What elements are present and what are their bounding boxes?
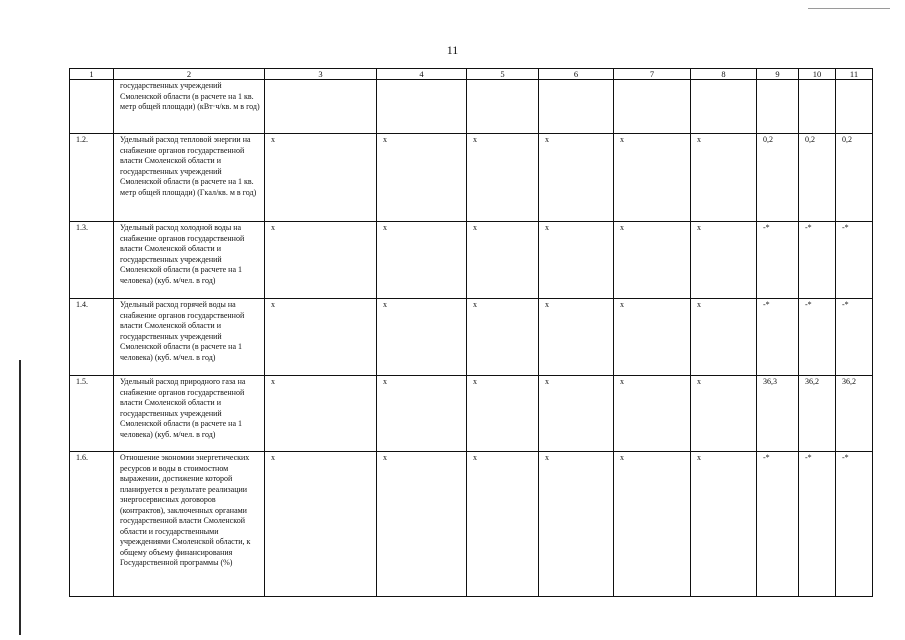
table-cell: x: [377, 299, 467, 376]
table-row: [70, 376, 873, 452]
table-cell: x: [614, 376, 691, 452]
table-row: [70, 299, 873, 376]
table-cell: x: [691, 452, 757, 597]
table-cell: x: [539, 376, 614, 452]
scan-artifact-left-line: [19, 360, 21, 635]
table-cell: x: [691, 222, 757, 299]
value-cell: -*: [836, 222, 873, 299]
header-cell: 3: [265, 69, 377, 80]
indicator-description: Удельный расход природного газа на снабжение органов государственной власти Смоленской области и государственных учреждений Смоленской области (в расчете на 1 человека) (куб. м/чел. в год): [114, 376, 265, 452]
table-cell: x: [467, 376, 539, 452]
table-cell: x: [691, 376, 757, 452]
header-cell: 10: [799, 69, 836, 80]
value-cell: 0,2: [836, 134, 873, 222]
value-cell: -*: [799, 222, 836, 299]
header-cell: 4: [377, 69, 467, 80]
table-cell: x: [691, 134, 757, 222]
value-cell: -*: [799, 452, 836, 597]
table-row: [70, 134, 873, 222]
table-cell: x: [377, 222, 467, 299]
table-cell: x: [377, 452, 467, 597]
table-cell: x: [265, 376, 377, 452]
table-header-row: [70, 69, 873, 80]
indicator-description: Удельный расход холодной воды на снабжение органов государственной власти Смоленской области и государственных учреждений Смоленской области (в расчете на 1 человека) (куб. м/чел. в год): [114, 222, 265, 299]
table-cell: x: [377, 376, 467, 452]
value-cell: -*: [836, 299, 873, 376]
table-cell: x: [539, 299, 614, 376]
table-cell: x: [467, 222, 539, 299]
header-cell: 5: [467, 69, 539, 80]
value-cell: 36,2: [799, 376, 836, 452]
value-cell: 36,3: [757, 376, 799, 452]
table-row: [70, 452, 873, 597]
table-cell: [539, 80, 614, 134]
indicator-description: Удельный расход горячей воды на снабжение органов государственной власти Смоленской области и государственных учреждений Смоленской области (в расчете на 1 человека) (куб. м/чел. в год): [114, 299, 265, 376]
value-cell: -*: [799, 299, 836, 376]
row-number: 1.6.: [70, 452, 114, 597]
value-cell: 0,2: [799, 134, 836, 222]
table-cell: x: [691, 299, 757, 376]
value-cell: [757, 80, 799, 134]
value-cell: [799, 80, 836, 134]
value-cell: [836, 80, 873, 134]
table-cell: x: [265, 299, 377, 376]
row-number: [70, 80, 114, 134]
row-number: 1.5.: [70, 376, 114, 452]
indicators-table: [69, 68, 873, 597]
value-cell: -*: [757, 299, 799, 376]
table-cell: x: [467, 134, 539, 222]
row-number: 1.3.: [70, 222, 114, 299]
value-cell: 0,2: [757, 134, 799, 222]
table-cell: x: [377, 134, 467, 222]
page-number: 11: [446, 43, 459, 57]
header-cell: 11: [836, 69, 873, 80]
row-number: 1.4.: [70, 299, 114, 376]
table-cell: [614, 80, 691, 134]
table-cell: x: [539, 222, 614, 299]
header-cell: 9: [757, 69, 799, 80]
table-cell: x: [614, 452, 691, 597]
value-cell: -*: [757, 452, 799, 597]
value-cell: 36,2: [836, 376, 873, 452]
header-cell: 7: [614, 69, 691, 80]
value-cell: -*: [757, 222, 799, 299]
table-row: [70, 80, 873, 134]
table-cell: x: [467, 452, 539, 597]
table-cell: [377, 80, 467, 134]
row-number: 1.2.: [70, 134, 114, 222]
table-cell: x: [265, 452, 377, 597]
table-cell: x: [614, 222, 691, 299]
table-cell: [691, 80, 757, 134]
header-cell: 1: [70, 69, 114, 80]
table-cell: x: [265, 222, 377, 299]
table-cell: [467, 80, 539, 134]
scan-artifact-top-line: [808, 8, 890, 9]
header-cell: 8: [691, 69, 757, 80]
table-cell: [265, 80, 377, 134]
table-cell: x: [467, 299, 539, 376]
value-cell: -*: [836, 452, 873, 597]
table-cell: x: [265, 134, 377, 222]
table-cell: x: [614, 134, 691, 222]
header-cell: 2: [114, 69, 265, 80]
table-cell: x: [539, 452, 614, 597]
table-cell: x: [539, 134, 614, 222]
table-cell: x: [614, 299, 691, 376]
indicator-description: государственных учреждений Смоленской области (в расчете на 1 кв. метр общей площади) (кВт·ч/кв. м в год): [114, 80, 265, 134]
indicator-description: Отношение экономии энергетических ресурсов и воды в стоимостном выражении, достижение которой планируется в результате реализации энергосервисных договоров (контрактов), заключенных органами государственной власти Смоленской области и государственными учреждениями Смоленской области, к общему объему финансирования Государственной программы (%): [114, 452, 265, 597]
header-cell: 6: [539, 69, 614, 80]
table-row: [70, 222, 873, 299]
indicator-description: Удельный расход тепловой энергии на снабжение органов государственной власти Смоленской области и государственных учреждений Смоленской области (в расчете на 1 кв. метр общей площади) (Гкал/кв. м в год): [114, 134, 265, 222]
